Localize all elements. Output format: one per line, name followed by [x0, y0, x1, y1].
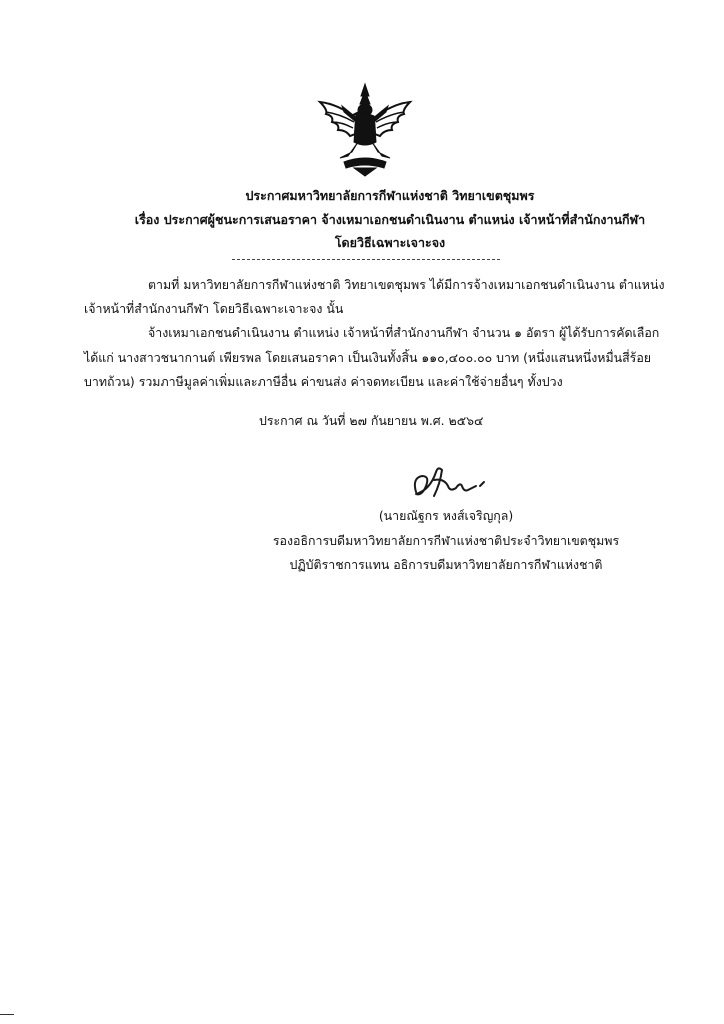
garuda-emblem-icon	[314, 82, 416, 178]
paragraph-1-line-1: ตามที่ มหาวิทยาลัยการกีฬาแห่งชาติ วิทยาเขตชุมพร ได้มีการจ้างเหมาเอกชนดำเนินงาน ตำแหน่ง	[148, 277, 665, 292]
subject-line: เรื่อง ประกาศผู้ชนะการเสนอราคา จ้างเหมาเอกชนดำเนินงาน ตำแหน่ง เจ้าหน้าที่สำนักงานกีฬา	[134, 212, 646, 227]
paragraph-1-line-2: เจ้าหน้าที่สำนักงานกีฬา โดยวิธีเฉพาะเจาะจง นั้น	[84, 301, 344, 316]
paragraph-2-line-2: ได้แก่ นางสาวชนากานต์ เพียรพล โดยเสนอราคา เป็นเงินทั้งสิ้น ๑๑๐,๔๐๐.๐๐ บาท (หนึ่งแสนหนึ่งหมื่นสี่ร้อย	[84, 350, 652, 365]
dashed-divider	[232, 259, 500, 260]
scan-edge-mark	[0, 1014, 14, 1015]
paragraph-2-line-3: บาทถ้วน) รวมภาษีมูลค่าเพิ่มและภาษีอื่น ค่าขนส่ง ค่าจดทะเบียน และค่าใช้จ่ายอื่นๆ ทั้งปวง	[84, 374, 563, 389]
announcement-title: ประกาศมหาวิทยาลัยการกีฬาแห่งชาติ วิทยาเขตชุมพร	[245, 188, 535, 203]
announcement-date: ประกาศ ณ วันที่ ๒๗ กันยายน พ.ศ. ๒๕๖๔	[259, 413, 484, 428]
signatory-position: รองอธิการบดีมหาวิทยาลัยการกีฬาแห่งชาติประจำวิทยาเขตชุมพร	[272, 533, 620, 548]
paragraph-2-line-1: จ้างเหมาเอกชนดำเนินงาน ตำแหน่ง เจ้าหน้าที่สำนักงานกีฬา จำนวน ๑ อัตรา ผู้ได้รับการคัดเลือก	[148, 325, 660, 340]
handwritten-signature	[396, 456, 516, 504]
signatory-name: (นายณัฐกร หงส์เจริญกุล)	[378, 508, 514, 523]
method-line: โดยวิธีเฉพาะเจาะจง	[334, 235, 446, 250]
signatory-acting-for: ปฏิบัติราชการแทน อธิการบดีมหาวิทยาลัยการกีฬาแห่งชาติ	[289, 557, 603, 572]
